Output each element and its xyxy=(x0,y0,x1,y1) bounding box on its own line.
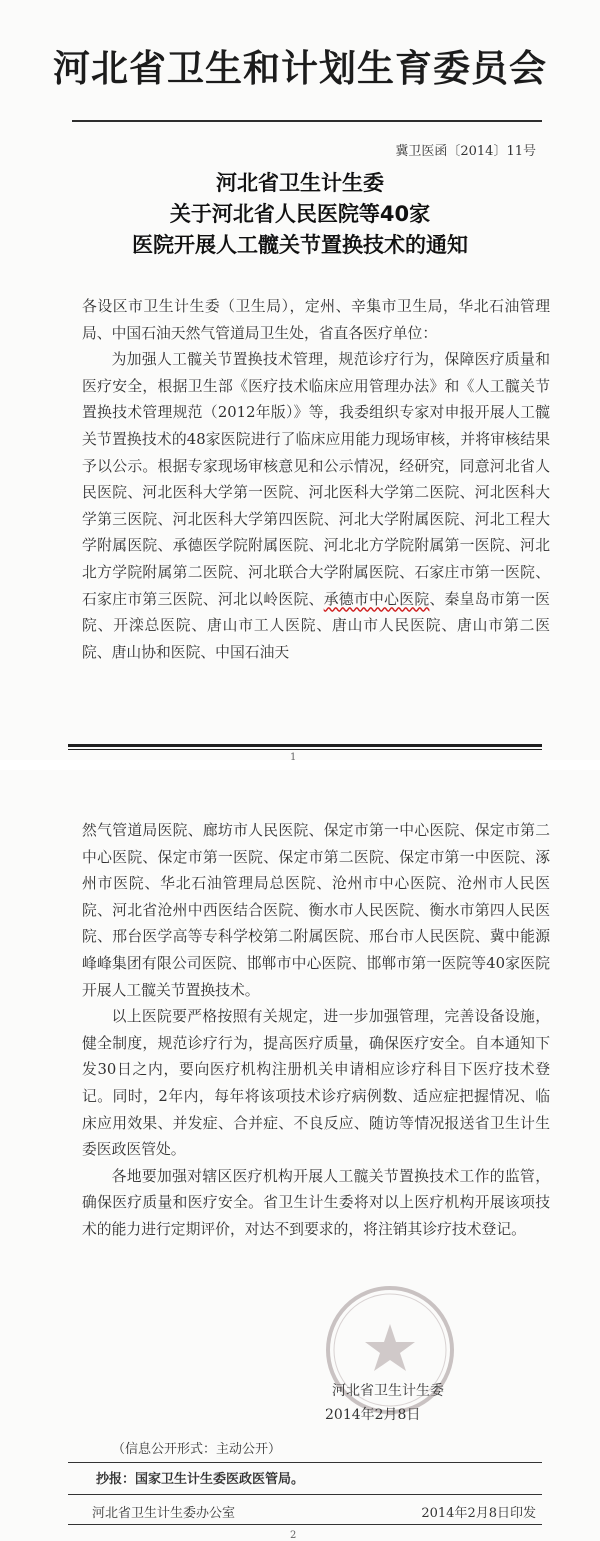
paragraph-2: 以上医院要严格按照有关规定，进一步加强管理，完善设备设施，健全制度，规范诊疗行为，提高医疗质量，确保医疗安全。自本通知下发30日之内，要向医疗机构注册机关申请相应诊疗科目下医疗技术登记。同时，2年内，每年将该项技术诊疗病例数、适应症把握情况、临床应用效果、并发症、合并症、不良反应、随访等情况报送省卫生计生委医政医管处。 xyxy=(82,1008,550,1159)
cc-top-rule xyxy=(68,1462,542,1463)
disclosure-note: （信息公开形式：主动公开） xyxy=(112,1442,282,1457)
signature-issuer: 河北省卫生计生委 xyxy=(332,1383,444,1399)
underlined-hospital: 承德市中心医院 xyxy=(323,590,430,608)
title-line-1: 河北省卫生计生委 xyxy=(216,171,384,195)
page1-footer-rule-thin xyxy=(68,749,542,750)
paragraph-1-text: 为加强人工髋关节置换技术管理，规范诊疗行为，保障医疗质量和医疗安全，根据卫生部《医疗技术临床应用管理办法》和《人工髋关节置换技术管理规范（2012年版）》等，我委组织专家对申报开展人工髋关节置换技术的48家医院进行了临床应用能力现场审核，并将审核结果予以公示。根据专家现场审核意见和公示情况，经研究，同意河北省人民医院、河北医科大学第一医院、河北医科大学第二医院、河北医科大学第三医院、河北医科大学第四医院、河北大学附属医院、河北工程大学附属医院、承德医学院附属医院、河北北方学院附属第一医院、河北北方学院附属第二医院、河北联合大学附属医院、石家庄市第一医院、石家庄市第三医院、河北以岭医院、 xyxy=(82,351,550,608)
footer-rule xyxy=(68,1524,542,1525)
paragraph-1-tail: 、秦皇岛市第一医院、开滦总医院、唐山市工人医院、唐山市人民医院、唐山市第二医院、唐山协和医院、中国石油天 xyxy=(82,590,550,661)
issuer-banner: 河北省卫生和计划生育委员会 xyxy=(53,47,547,90)
page-number-1: 1 xyxy=(290,752,297,763)
signature-date: 2014年2月8日 xyxy=(325,1407,421,1423)
printed-date: 2014年2月8日印发 xyxy=(421,1506,536,1521)
issuing-office: 河北省卫生计生委办公室 xyxy=(92,1506,236,1521)
cc-line: 抄报：国家卫生计生委医政医管局。 xyxy=(96,1472,305,1487)
header-divider xyxy=(72,120,542,122)
document-page-1 xyxy=(0,0,600,760)
page2-body xyxy=(82,818,550,1244)
document-title xyxy=(0,168,600,261)
paragraph-1 xyxy=(82,347,550,666)
salutation: 各设区市卫生计生委（卫生局），定州、辛集市卫生局，华北石油管理局、中国石油天然气管道局卫生处，省直各医疗单位： xyxy=(82,298,550,342)
title-line-3: 医院开展人工髋关节置换技术的通知 xyxy=(132,233,468,257)
page-number-2: 2 xyxy=(290,1530,297,1541)
continued-paragraph: 然气管道局医院、廊坊市人民医院、保定市第一中心医院、保定市第二中心医院、保定市第一医院、保定市第二医院、保定市第一中医院、涿州市医院、华北石油管理局总医院、沧州市中心医院、沧州市人民医院、河北省沧州中西医结合医院、衡水市人民医院、衡水市第四人民医院、邢台医学高等专科学校第二附属医院、邢台市人民医院、冀中能源峰峰集团有限公司医院、邯郸市中心医院、邯郸市第一医院等40家医院开展人工髋关节置换技术。 xyxy=(82,822,550,999)
page1-body xyxy=(82,294,550,666)
title-line-2: 关于河北省人民医院等40家 xyxy=(169,202,431,226)
page1-footer-rule xyxy=(68,744,542,747)
cc-bottom-rule xyxy=(68,1494,542,1495)
paragraph-3: 各地要加强对辖区医疗机构开展人工髋关节置换技术工作的监管，确保医疗质量和医疗安全。省卫生计生委将对以上医疗机构开展该项技术的能力进行定期评价，对达不到要求的，将注销其诊疗技术登记。 xyxy=(82,1167,550,1238)
document-number: 冀卫医函〔2014〕11号 xyxy=(395,144,536,159)
